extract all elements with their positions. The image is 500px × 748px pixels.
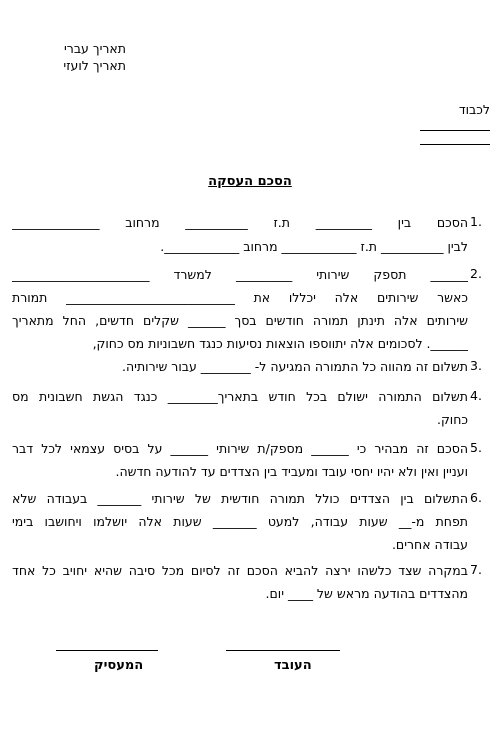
- clause-line: שירותים אלה תינתן תמורה חודשים בסך ______ שקלים חדשים, החל מתאריך: [12, 313, 468, 328]
- employer-label: המעסיק: [94, 658, 144, 673]
- hebrew-date-label: תאריך עברי: [63, 41, 126, 56]
- clause-line: הסכם זה מבהיר כי ______ מספק/ת שירותי ______ על בסיס עצמאי לכל דבר: [12, 441, 468, 456]
- clause-number: 7.: [470, 562, 482, 577]
- clause-line: לבין __________ ת.ז ____________ מרחוב ____________.: [160, 239, 468, 254]
- clause-line: תשלום זה מהווה כל התמורה המגיעה ל- ________ עבור שירותיה.: [122, 359, 468, 374]
- clause-line: במקרה שצד כלשהו ירצה להביא הסכם זה לסיום מכל סיבה שהיא יחויב כל אחד: [12, 563, 468, 578]
- clause-line: תפחת מ-__ שעות עבודה, למעט _______ שעות אלה יושלמו ויחושבו בימי: [12, 514, 468, 529]
- recipient-block: [410, 102, 490, 145]
- to-label: לכבוד: [458, 102, 490, 117]
- employee-label: העובד: [274, 658, 312, 673]
- document-title: הסכם העסקה: [208, 174, 292, 189]
- recipient-line-1: [420, 130, 490, 131]
- clause-line: ______. לסכומים אלה יתווספו הוצאות נסיעות כנגד חשבוניות מס כחוק,: [92, 336, 468, 351]
- clause-number: 4.: [470, 388, 482, 403]
- clause-line: הסכם בין _________ ת.ז __________ מרחוב ______________: [12, 215, 468, 230]
- gregorian-date-label: תאריך לועזי: [63, 58, 126, 73]
- clause-line: כאשר שירותים אלה יכללו את ___________________________ תמורת: [12, 290, 468, 305]
- employee-signature-line: [226, 650, 340, 651]
- clause-line: ועניין ואין ולא יהיו יחסי עובד ומעביד בין הצדדים עד להודעה חדשה.: [115, 464, 468, 479]
- clause-number: 6.: [470, 490, 482, 505]
- clause-number: 5.: [470, 440, 482, 455]
- clause-line: ______ תספק שירותי _________ למשרד ______________________: [12, 267, 468, 282]
- clause-line: תשלום התמורה ישולם בכל חודש בתאריך________ כנגד הגשת חשבונית מס: [12, 389, 468, 404]
- clause-number: 2.: [470, 266, 482, 281]
- clause-number: 1.: [470, 214, 482, 229]
- clause-line: עבודה אחרים.: [391, 537, 468, 552]
- employer-signature-line: [56, 650, 158, 651]
- clause-line: התשלום בין הצדדים כולל תמורה חודשית של שירותי _______ בעבודה שלא: [12, 491, 468, 506]
- clause-line: כחוק.: [436, 412, 468, 427]
- date-block: [56, 40, 126, 74]
- clause-line: מהצדדים בהודעה מראש של ____ יום.: [265, 586, 468, 601]
- recipient-line-2: [420, 144, 490, 145]
- clause-number: 3.: [470, 358, 482, 373]
